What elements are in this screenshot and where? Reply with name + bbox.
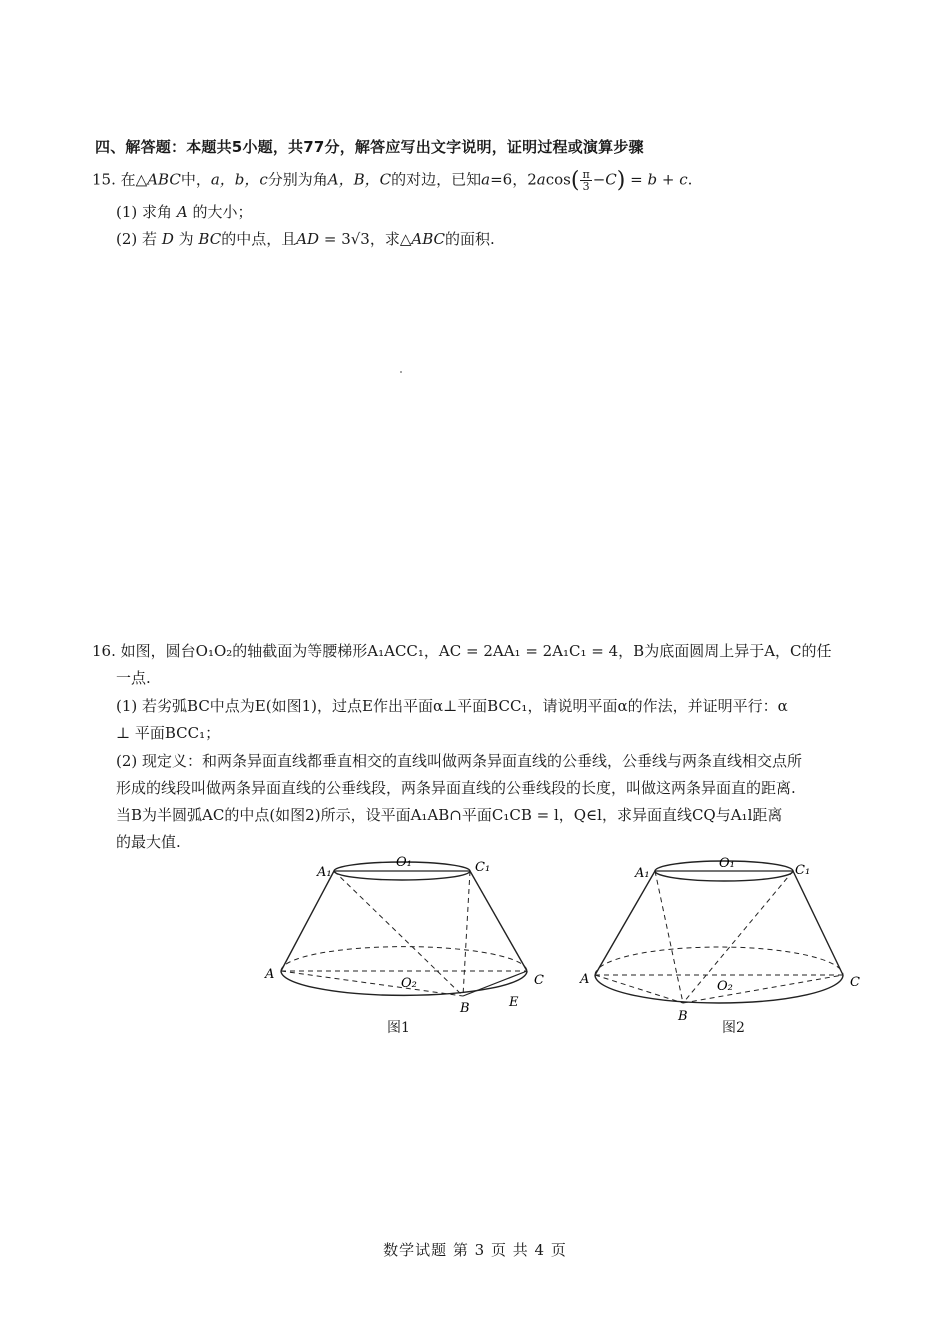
q15-var: AD: [296, 230, 320, 248]
q15-text: −: [592, 170, 606, 189]
page-footer: 数学试题 第 3 页 共 4 页: [383, 1241, 567, 1259]
label-C1: C₁: [795, 863, 811, 878]
label-A: A: [265, 967, 275, 982]
q16-line-5: (2) 现定义：和两条异面直线都垂直相交的直线叫做两条异面直线的公垂线，公垂线与两条直线相交点所: [116, 752, 803, 770]
stray-dot: [400, 371, 402, 373]
q15-part1: [116, 201, 252, 222]
q15-part1-text: (1) 求角: [116, 203, 173, 221]
paren-close: ): [616, 168, 626, 193]
q16-line-4: ⊥ 平面BCC₁；: [116, 724, 221, 742]
label-A1: A₁: [317, 865, 332, 880]
q15-part2-text: (2) 若: [116, 230, 158, 248]
q15-var: ABC: [411, 230, 446, 248]
label-A1: A₁: [635, 866, 650, 881]
frac-denominator: 3: [582, 180, 590, 193]
label-A: A: [580, 972, 590, 987]
q16-line-3: (1) 若劣弧BC中点为E(如图1)，过点E作出平面α⊥平面BCC₁，请说明平面α的作法，并证明平行：α: [116, 697, 788, 715]
pi-over-3-fraction: [580, 169, 591, 192]
segment-C1B: [683, 871, 793, 1003]
q15-part2-text: = 3√3，求△: [323, 230, 412, 248]
q15-text: =: [630, 170, 643, 189]
q15-part2: [116, 228, 495, 249]
label-O1: O₁: [396, 855, 412, 870]
q15-var: A: [176, 203, 188, 221]
q16-line-6: 形成的线段叫做两条异面直线的公垂线段，两条异面直线的公垂线段的长度，叫做这两条异面直的距离.: [116, 779, 796, 797]
label-C: C: [534, 973, 544, 988]
q15-var: D: [161, 230, 174, 248]
segment-AB: [595, 975, 683, 1003]
q15-var: A，B，C: [327, 170, 392, 189]
figure-1-frustum: [255, 850, 555, 1020]
q15-var: C: [605, 170, 617, 189]
label-O1: O₁: [719, 856, 735, 871]
segment-A1B: [334, 871, 463, 996]
figure-2-frustum: [575, 850, 875, 1025]
bottom-circle-back: [281, 947, 527, 971]
q15-var: b: [647, 170, 658, 189]
q15-text: 中，: [180, 170, 211, 189]
q15-var: a: [481, 170, 491, 189]
segment-BC: [463, 971, 527, 996]
q15-var: BC: [198, 230, 222, 248]
q15-text: =6，2: [490, 170, 537, 189]
q15-text: .: [687, 170, 693, 189]
figure-2-caption: 图2: [722, 1020, 745, 1036]
label-O2: O₂: [401, 976, 417, 991]
q16-number: 16.: [92, 642, 116, 660]
right-generator: [470, 871, 527, 971]
label-B: B: [678, 1009, 688, 1024]
q15-part2-text: 的中点，且: [221, 230, 297, 248]
q15-part2-text: 的面积.: [445, 230, 495, 248]
bottom-circle-back: [595, 947, 843, 975]
q15-text: cos: [545, 170, 571, 189]
paren-open: (: [570, 168, 580, 193]
segment-AB: [281, 971, 463, 996]
q15-var: a，b，c: [210, 170, 268, 189]
q15-var: ABC: [147, 170, 181, 189]
frac-numerator: π: [582, 168, 590, 181]
q15-part1-text: 的大小；: [192, 203, 253, 221]
q15-text: 的对边，已知: [391, 170, 482, 189]
q15-text: +: [661, 170, 675, 189]
figure-1-caption: 图1: [387, 1020, 410, 1036]
section-header: 四、解答题：本题共5小题，共77分，解答应写出文字说明，证明过程或演算步骤: [95, 138, 644, 156]
q15-text: 分别为角: [267, 170, 328, 189]
q15-stem: [92, 168, 692, 193]
q15-part2-text: 为: [178, 230, 194, 248]
q15-text: 在△: [120, 170, 148, 189]
q15-number: 15.: [92, 170, 116, 189]
right-generator: [793, 871, 843, 975]
q16-line-8: 的最大值.: [116, 833, 181, 851]
segment-A1B: [655, 871, 683, 1003]
q15-var: c: [679, 170, 688, 189]
q16-line-2: 一点.: [116, 669, 151, 687]
label-C1: C₁: [475, 860, 491, 875]
label-C: C: [850, 975, 860, 990]
segment-BC: [683, 975, 843, 1003]
q16-line-7: 当B为半圆弧AC的中点(如图2)所示，设平面A₁AB∩平面C₁CB = l，Q∈l，求异面直线CQ与A₁l距离: [116, 806, 783, 824]
left-generator: [595, 871, 655, 975]
q16-line-1: [92, 640, 832, 661]
q16-text: 如图，圆台O₁O₂的轴截面为等腰梯形A₁ACC₁，AC = 2AA₁ = 2A₁C₁ = 4，B为底面圆周上异于A，C的任: [120, 642, 832, 660]
label-B: B: [460, 1001, 470, 1016]
label-E: E: [509, 995, 519, 1010]
q15-var: a: [536, 170, 546, 189]
label-O2: O₂: [717, 979, 733, 994]
segment-C1B: [463, 871, 470, 996]
